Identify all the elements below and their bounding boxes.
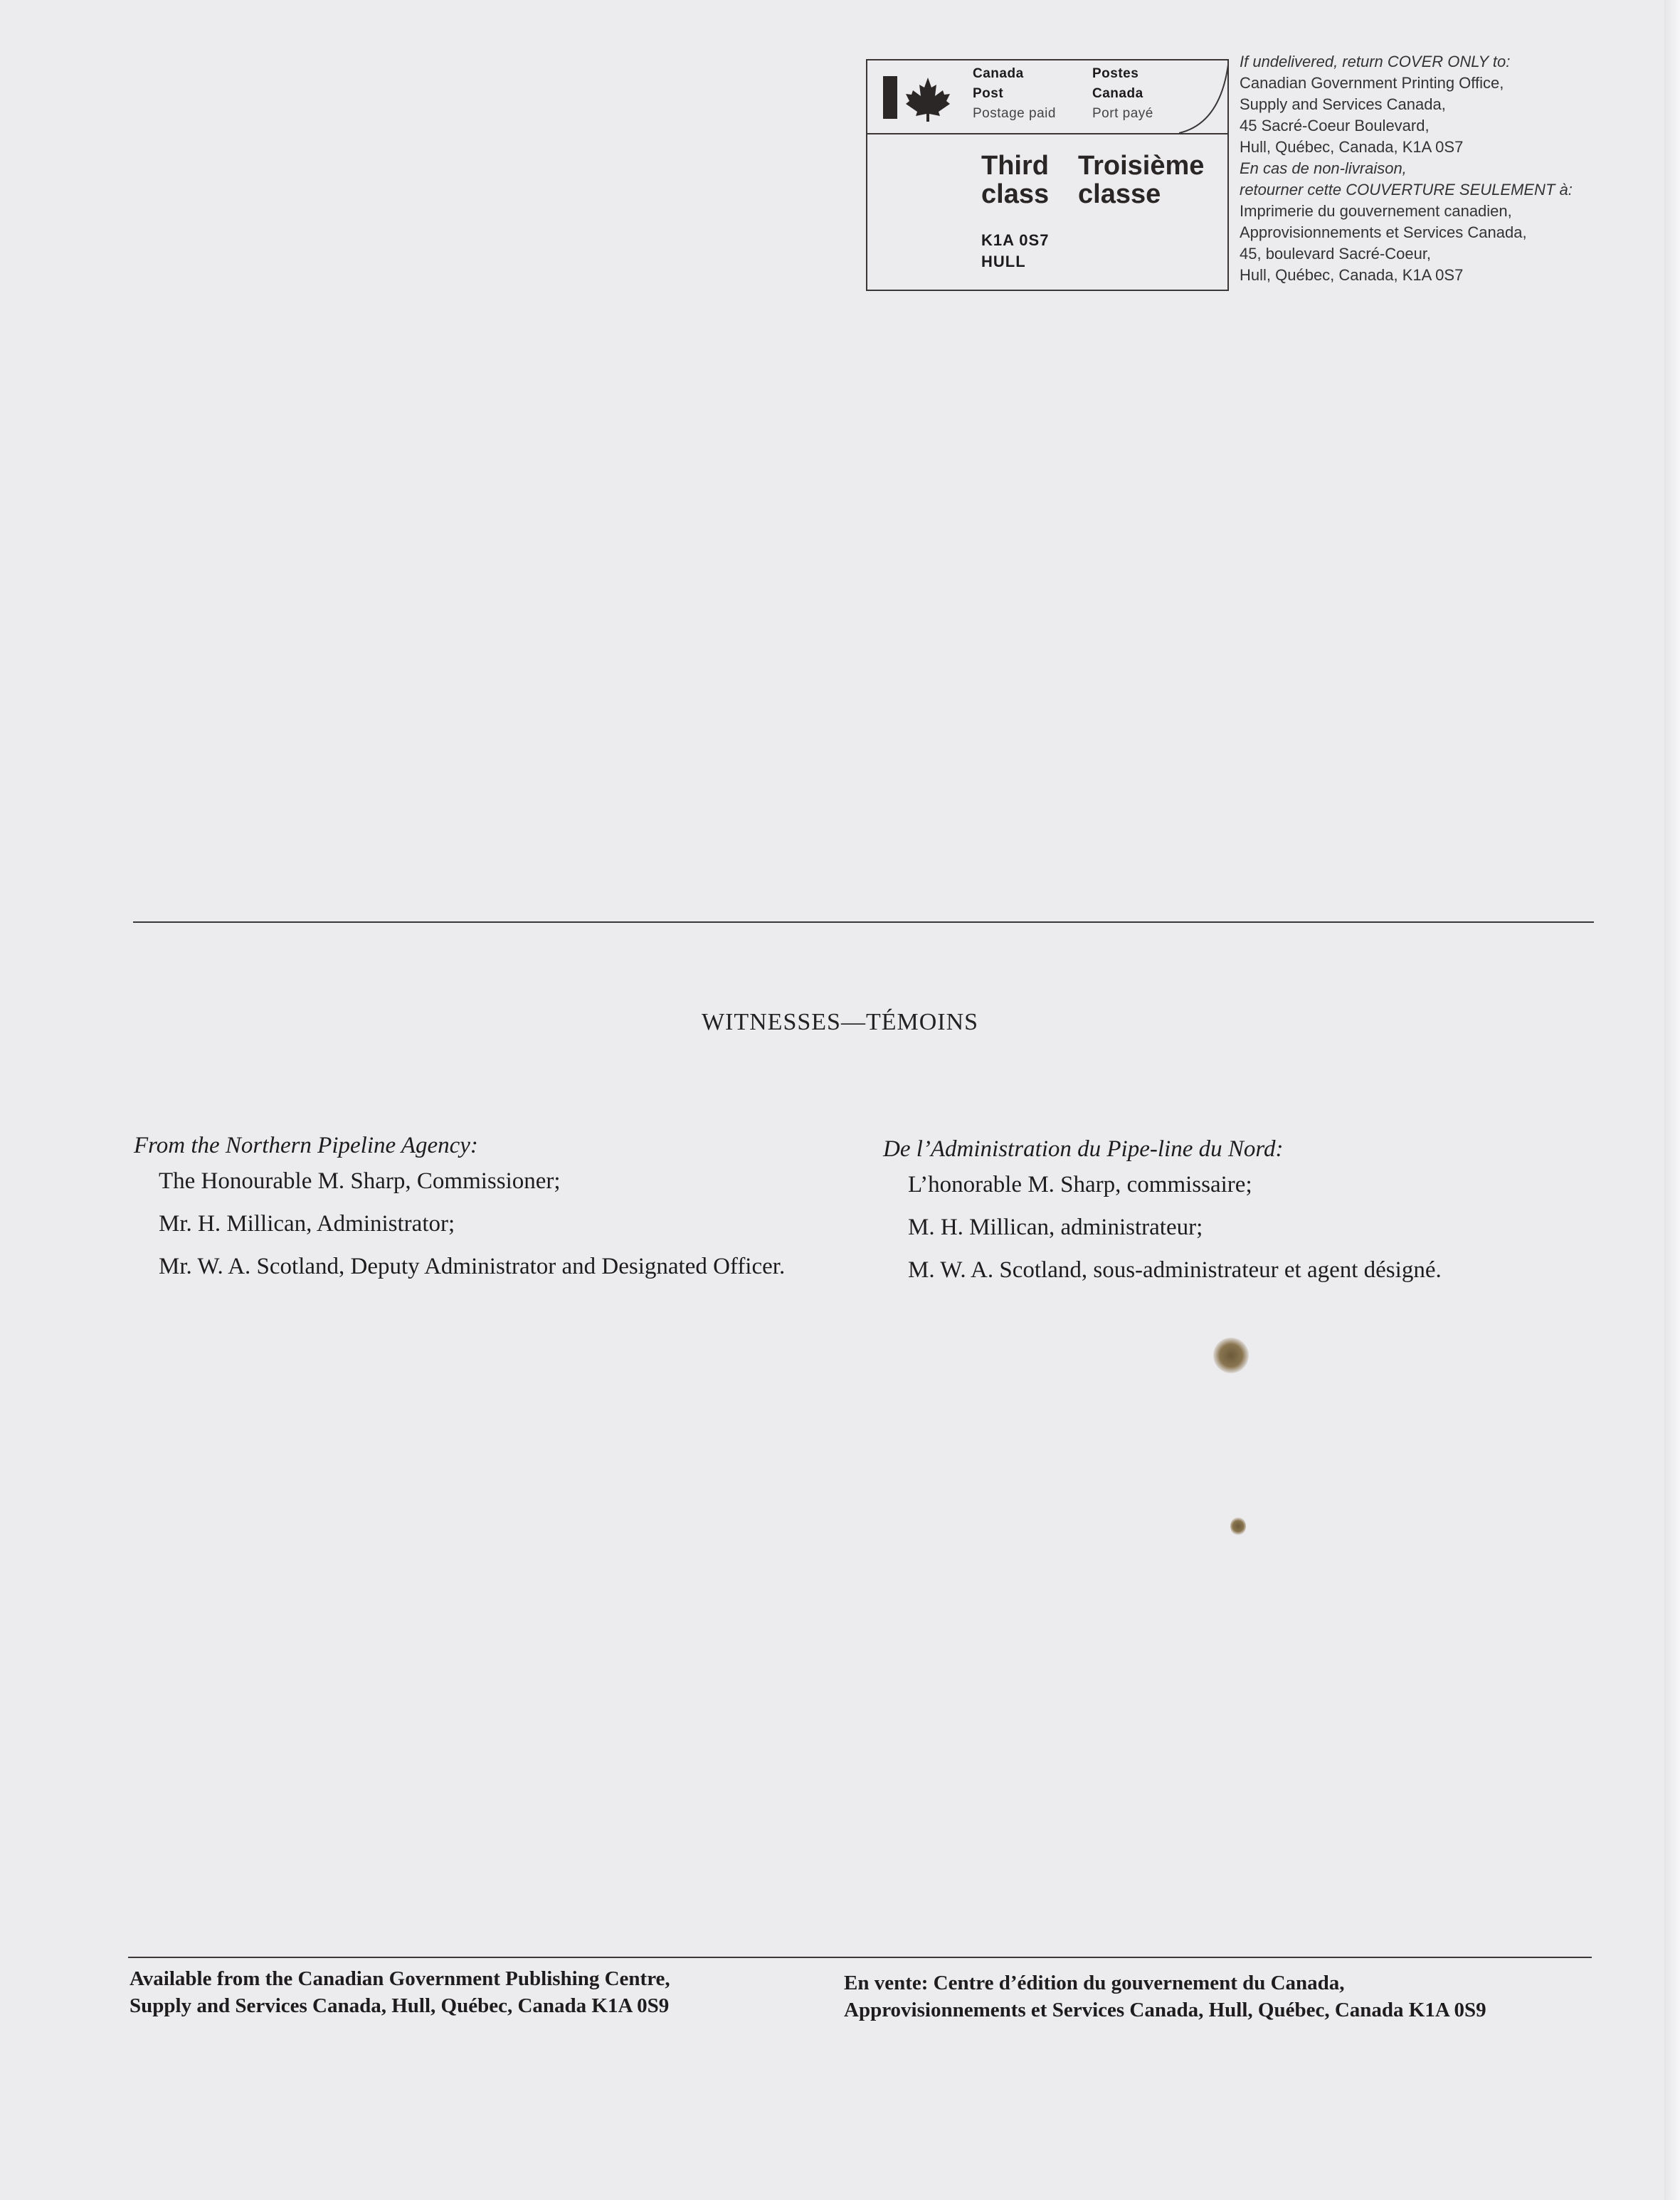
indicia-postal-code: K1A 0S7 <box>981 231 1050 249</box>
canada-fr-label: Canada <box>1092 86 1143 101</box>
footer-en-line: Supply and Services Canada, Hull, Québec, Canada K1A 0S9 <box>130 1994 670 2017</box>
witness-item: Mr. H. Millican, Administrator; <box>159 1211 455 1237</box>
paper-stain <box>1230 1517 1246 1535</box>
witness-item: Mr. W. A. Scotland, Deputy Administrator and Designated Officer. <box>159 1254 786 1279</box>
footer-fr-line: Approvisionnements et Services Canada, Hull, Québec, Canada K1A 0S9 <box>844 1999 1486 2021</box>
troisieme-label: Troisième <box>1078 151 1205 181</box>
return-address-line: Canadian Government Printing Office, <box>1240 74 1504 92</box>
witness-item: The Honourable M. Sharp, Commissioner; <box>159 1168 561 1194</box>
return-address-line: Imprimerie du gouvernement canadien, <box>1240 202 1512 220</box>
return-address-line: 45 Sacré-Coeur Boulevard, <box>1240 117 1430 134</box>
witnesses-english-column <box>134 1131 860 1295</box>
witness-item: M. W. A. Scotland, sous-administrateur et agent désigné. <box>908 1257 1442 1283</box>
witnesses-french-column <box>883 1135 1602 1299</box>
return-address-line: Hull, Québec, Canada, K1A 0S7 <box>1240 138 1464 156</box>
page-edge <box>1664 0 1680 2200</box>
footer-english <box>130 1965 855 2019</box>
indicia-divider <box>867 133 1227 134</box>
canada-label: Canada <box>973 66 1024 81</box>
witness-item: M. H. Millican, administrateur; <box>908 1215 1203 1240</box>
return-address-line: Hull, Québec, Canada, K1A 0S7 <box>1240 266 1464 284</box>
indicia-corner-curve <box>1179 59 1229 134</box>
witnesses-en-heading: From the Northern Pipeline Agency: <box>134 1133 478 1158</box>
postage-indicia <box>866 59 1229 291</box>
footer-rule <box>128 1957 1592 1958</box>
post-label: Post <box>973 86 1004 101</box>
witnesses-fr-heading: De l’Administration du Pipe-line du Nord: <box>883 1136 1284 1162</box>
classe-label: classe <box>1078 179 1161 209</box>
return-address <box>1240 51 1666 286</box>
top-divider-rule <box>133 921 1594 923</box>
footer-fr-line: En vente: Centre d’édition du gouvernement du Canada, <box>844 1972 1345 1994</box>
return-address-line: Approvisionnements et Services Canada, <box>1240 223 1527 241</box>
witnesses-title: WITNESSES—TÉMOINS <box>701 1009 979 1035</box>
port-paye-label: Port payé <box>1092 106 1153 121</box>
postage-paid-label: Postage paid <box>973 106 1056 121</box>
indicia-header <box>867 60 1227 134</box>
postes-label: Postes <box>1092 66 1139 81</box>
return-address-line: En cas de non-livraison, <box>1240 159 1407 177</box>
canada-post-bar <box>883 76 897 119</box>
paper-stain <box>1213 1338 1249 1373</box>
return-address-line: Supply and Services Canada, <box>1240 95 1446 113</box>
maple-leaf-icon <box>903 75 953 122</box>
footer-en-line: Available from the Canadian Government Publishing Centre, <box>130 1967 670 1990</box>
return-address-line: retourner cette COUVERTURE SEULEMENT à: <box>1240 181 1573 199</box>
footer-french <box>844 1969 1598 2024</box>
return-address-line: If undelivered, return COVER ONLY to: <box>1240 53 1511 70</box>
class-label: class <box>981 179 1050 209</box>
indicia-city: HULL <box>981 253 1026 270</box>
witness-item: L’honorable M. Sharp, commissaire; <box>908 1172 1252 1197</box>
third-label: Third <box>981 151 1049 181</box>
return-address-line: 45, boulevard Sacré-Coeur, <box>1240 245 1432 263</box>
